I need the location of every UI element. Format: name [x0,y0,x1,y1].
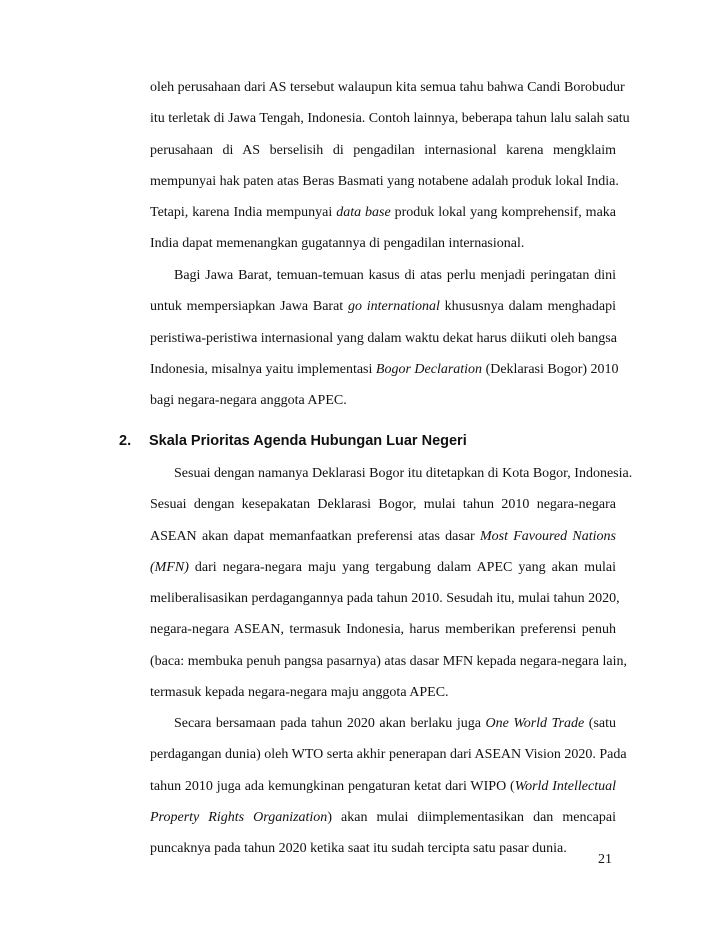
paragraph-1 [150,78,630,266]
text-line [150,360,619,391]
section-number: 2. [119,433,132,449]
italic-term: go international [347,299,440,315]
italic-term: Most Favoured Nations [479,528,616,544]
text-line [150,714,616,745]
text-line: puncaknya pada tahun 2020 ketika saat itu sudah tercipta satu pasar dunia. [150,841,567,857]
text-line: (baca: membuka penuh pangsa pasarnya) atas dasar MFN kepada negara-negara lain, [150,653,627,669]
text-line [150,527,616,558]
section-title: Skala Prioritas Agenda Hubungan Luar Negeri [149,433,467,449]
text-line: mempunyai hak paten atas Beras Basmati yang notabene adalah produk lokal India. [150,173,619,189]
text-line: itu terletak di Jawa Tengah, Indonesia. Contoh lainnya, beberapa tahun lalu salah satu [150,111,630,127]
text-line: Bagi Jawa Barat, temuan-temuan kasus di atas perlu menjadi peringatan dini [174,268,616,283]
text-run: Indonesia, misalnya yaitu implementasi [150,361,376,377]
italic-term: Bogor Declaration [375,361,483,377]
text-run: khususnya dalam menghadapi [439,299,616,315]
italic-term: (MFN) [150,559,189,575]
section-heading [119,433,467,449]
italic-term: Property Rights Organization [150,809,328,825]
text-run: dari negara-negara maju yang tergabung dalam APEC yang akan mulai [188,559,616,575]
text-line: bagi negara-negara anggota APEC. [150,393,347,409]
text-run: ) akan mulai diimplementasikan dan mencapai [327,809,616,825]
text-line: negara-negara ASEAN, termasuk Indonesia, harus memberikan preferensi penuh [150,622,616,638]
text-line: perusahaan di AS berselisih di pengadilan internasional karena mengklaim [150,142,616,158]
paragraph-4 [150,714,627,870]
text-run: (satu [584,716,616,731]
text-run: Tetapi, karena India mempunyai [150,205,337,221]
text-line: oleh perusahaan dari AS tersebut walaupun kita semua tahu bahwa Candi Borobudur [150,80,625,95]
text-line [150,203,616,234]
text-line [150,297,616,328]
text-run: tahun 2010 juga ada kemungkinan pengaturan ketat dari WIPO ( [150,778,515,794]
text-line: Sesuai dengan namanya Deklarasi Bogor itu ditetapkan di Kota Bogor, Indonesia. [174,466,633,481]
text-line [150,777,616,808]
text-line [150,808,616,839]
text-run: Secara bersamaan pada tahun 2020 akan berlaku juga [174,716,486,731]
text-line: termasuk kepada negara-negara maju anggota APEC. [150,685,449,701]
italic-term: World Intellectual [514,778,616,794]
italic-term: data base [336,205,391,221]
text-run: produk lokal yang komprehensif, maka [390,205,616,221]
italic-term: One World Trade [485,716,585,731]
page-number: 21 [598,852,612,867]
text-run: (Deklarasi Bogor) 2010 [482,361,619,377]
text-run: untuk mempersiapkan Jawa Barat [150,299,348,315]
text-line: perdagangan dunia) oleh WTO serta akhir penerapan dari ASEAN Vision 2020. Pada [150,747,627,763]
text-line: Sesuai dengan kesepakatan Deklarasi Bogor, mulai tahun 2010 negara-negara [150,497,616,513]
text-line: India dapat memenangkan gugatannya di pengadilan internasional. [150,236,525,252]
paragraph-3 [150,464,633,714]
text-run: ASEAN akan dapat memanfaatkan preferensi atas dasar [150,528,480,544]
text-line: peristiwa-peristiwa internasional yang dalam waktu dekat harus diikuti oleh bangsa [150,330,617,346]
paragraph-2 [150,266,619,422]
text-line [150,558,616,589]
text-line: meliberalisasikan perdagangannya pada tahun 2010. Sesudah itu, mulai tahun 2020, [150,591,620,607]
